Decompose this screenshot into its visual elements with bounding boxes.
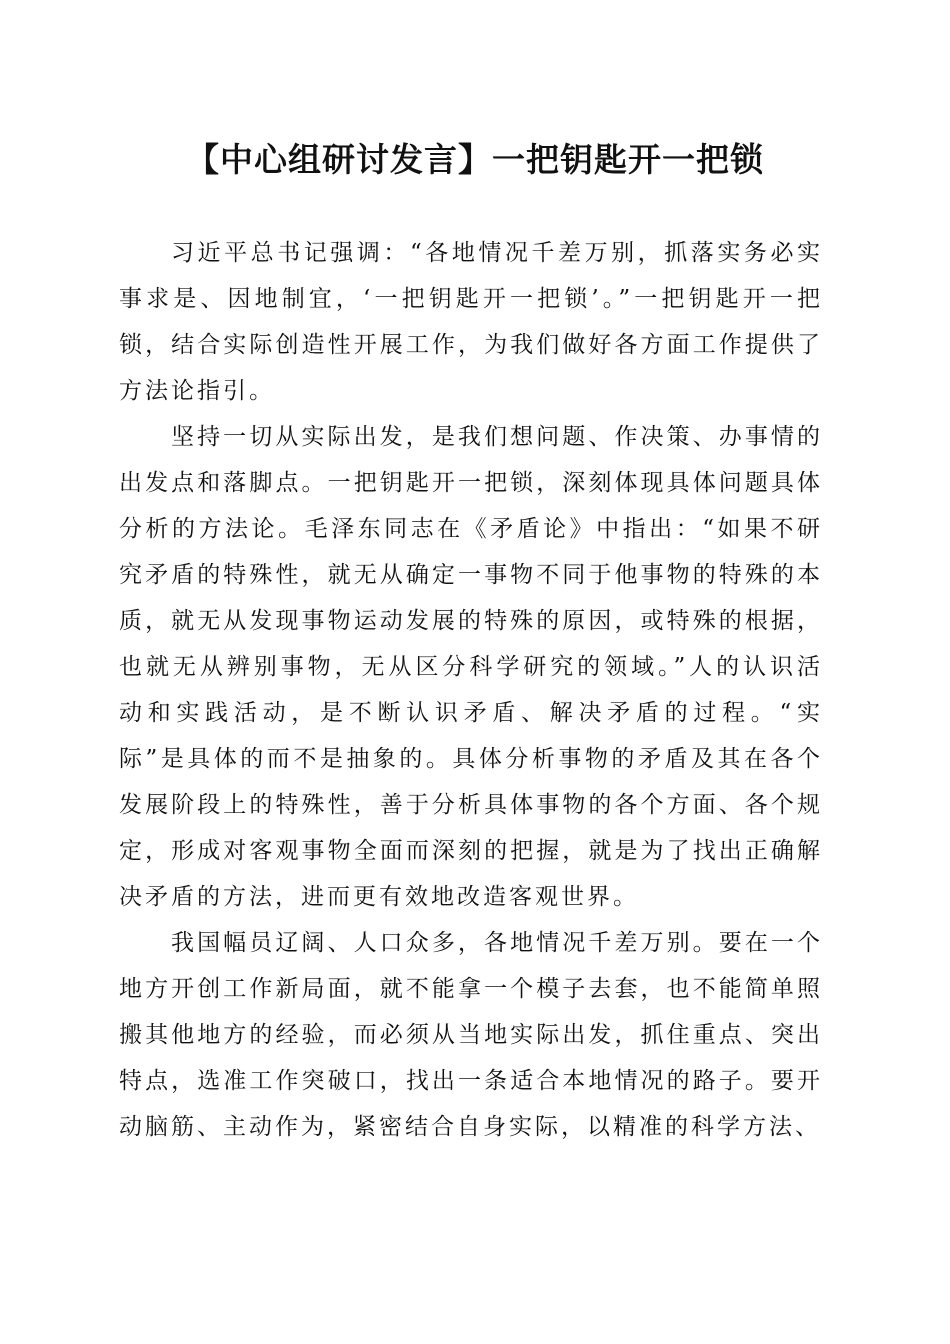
- document-title: 【中心组研讨发言】一把钥匙开一把锁: [186, 140, 764, 179]
- paragraph-1: 习近平总书记强调：“各地情况千差万别，抓落实务必实事求是、因地制宜，‘一把钥匙开一把锁’。”一把钥匙开一把锁，结合实际创造性开展工作，为我们做好各方面工作提供了方法论指引。: [119, 240, 823, 404]
- paragraph-3: 我国幅员辽阔、人口众多，各地情况千差万别。要在一个地方开创工作新局面，就不能拿一个模子去套，也不能简单照搬其他地方的经验，而必须从当地实际出发，抓住重点、突出特点，选准工作突破口，找出一条适合本地情况的路子。要开动脑筋、主动作为，紧密结合自身实际，以精准的科学方法、: [119, 930, 823, 1140]
- document-body: [119, 230, 823, 1150]
- paragraph-2: 坚持一切从实际出发，是我们想问题、作决策、办事情的出发点和落脚点。一把钥匙开一把锁，深刻体现具体问题具体分析的方法论。毛泽东同志在《矛盾论》中指出：“如果不研究矛盾的特殊性，就无从确定一事物不同于他事物的特殊的本质，就无从发现事物运动发展的特殊的原因，或特殊的根据，也就无从辨别事物，无从区分科学研究的领域。”人的认识活动和实践活动，是不断认识矛盾、解决矛盾的过程。“实际”是具体的而不是抽象的。具体分析事物的矛盾及其在各个发展阶段上的特殊性，善于分析具体事物的各个方面、各个规定，形成对客观事物全面而深刻的把握，就是为了找出正确解决矛盾的方法，进而更有效地改造客观世界。: [119, 424, 823, 910]
